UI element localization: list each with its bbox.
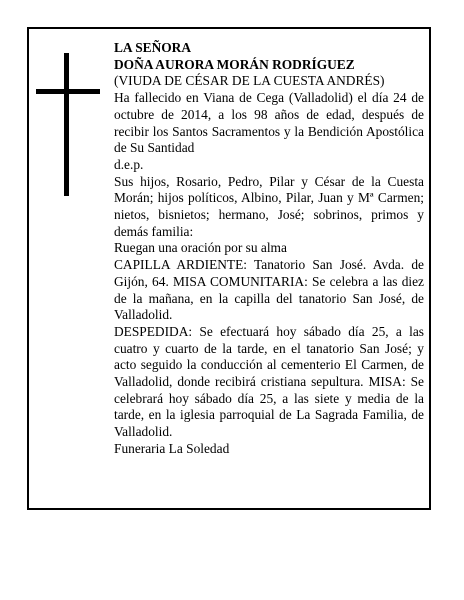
obituary-text — [114, 40, 424, 458]
cross-horizontal-bar — [36, 89, 100, 94]
funeral-home: Funeraria La Soledad — [114, 440, 230, 456]
widow-of-line: (VIUDA DE CÉSAR DE LA CUESTA ANDRÉS) — [114, 73, 385, 89]
chapel-info: CAPILLA ARDIENTE: Tanatorio San José. Avda. de Gijón, 64. MISA COMUNITARIA: Se celebra a las diez de la mañana, en la capilla del tanatorio San José, de Valladolid. — [114, 257, 424, 323]
prayer-request: Ruegan una oración por su alma — [114, 240, 287, 256]
notice-title: LA SEÑORA — [114, 40, 192, 55]
cross-vertical-bar — [64, 53, 69, 196]
rip-line: d.e.p. — [114, 156, 144, 172]
farewell-info: DESPEDIDA: Se efectuará hoy sábado día 25, a las cuatro y cuarto de la tarde, en el tanatorio San José; y acto seguido la conducción al cementerio El Carmen, de Valladolid, donde recibirá cristiana sepultura. MISA: Se celebrará hoy sábado día 25, a las siete y media de la tarde, en la iglesia parroquial de La Sagrada Familia, de Valladolid. — [114, 323, 424, 440]
cross-icon — [36, 53, 100, 196]
deceased-name: DOÑA AURORA MORÁN RODRÍGUEZ — [114, 56, 355, 72]
family-list: Sus hijos, Rosario, Pedro, Pilar y César de la Cuesta Morán; hijos políticos, Albino, Pilar, Juan y Mª Carmen; nietos, bisnietos; hermano, José; sobrinos, primos y demás familia: — [114, 173, 424, 239]
death-announcement: Ha fallecido en Viana de Cega (Valladolid) el día 24 de octubre de 2014, a los 98 años de edad, después de recibir los Santos Sacramentos y la Bendición Apostólica de Su Santidad — [114, 90, 424, 156]
